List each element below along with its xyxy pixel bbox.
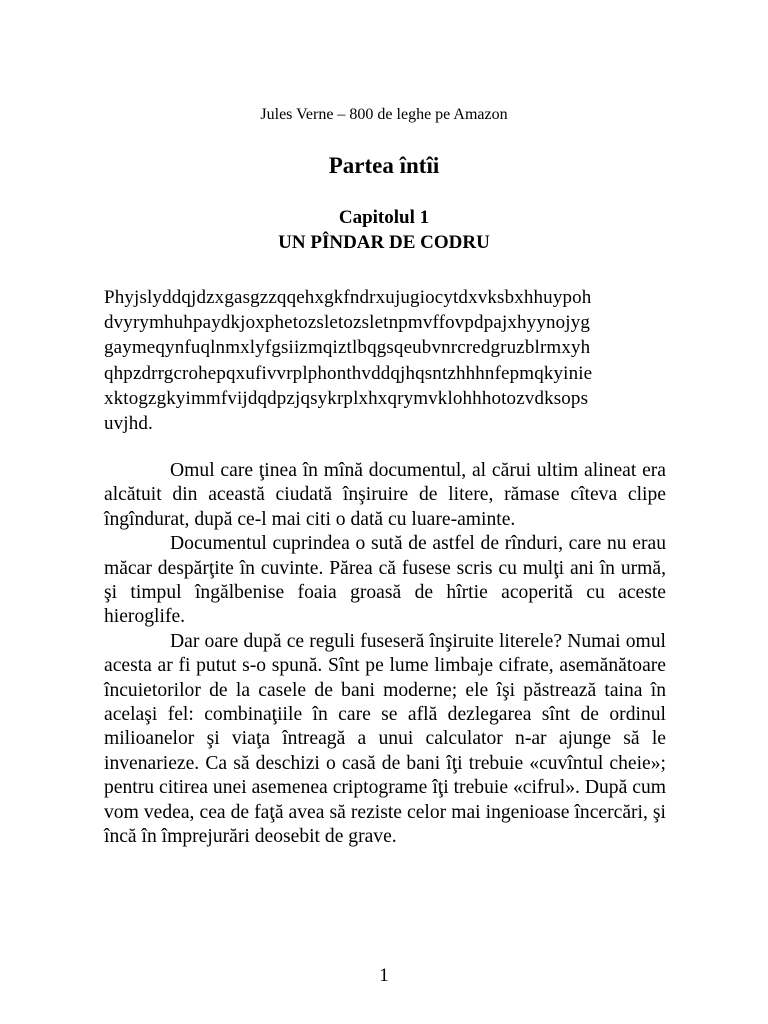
cipher-line: xktogzgkyimmfvijdqdpzjqsykrplxhxqrymvklohhhotozvdksops — [104, 387, 589, 409]
running-header: Jules Verne – 800 de leghe pe Amazon — [260, 106, 508, 123]
chapter-title: UN PÎNDAR DE CODRU — [278, 232, 490, 253]
paragraph: Dar oare după ce reguli fuseseră înşiruite literele? Numai omul acesta ar fi putut s-o spună. Sînt pe lume limbaje cifrate, asemănătoare încuietorilor de la casele de bani moderne; ele îşi păstrează taina în acelaşi fel: combinaţiile în care se află dezlegarea sînt de ordinul milioanelor şi viaţa întreagă a unui calculator n-ar ajunge să le invenarieze. Ca să deschizi o casă de bani îţi trebuie «cuvîntul cheie»; pentru citirea unei asemenea criptograme îţi trebuie «cifrul». După cum vom vedea, cea de faţă avea să reziste celor mai ingenioase încercări, şi încă în împrejurări deosebit de grave. — [104, 630, 666, 848]
cipher-line: gaymeqynfuqlnmxlyfgsiizmqiztlbqgsqeubvnrcredgruzblrmxyh — [104, 337, 591, 359]
cipher-block — [104, 285, 669, 436]
paragraph: Documentul cuprindea o sută de astfel de rînduri, care nu erau măcar despărţite în cuvinte. Părea că fusese scris cu mulţi ani în urmă, şi timpul îngălbenise foaia groasă de hîrtie acoperită cu aceste hieroglife. — [104, 533, 666, 628]
paragraph: Omul care ţinea în mînă documentul, al cărui ultim alineat era alcătuit din această ciudată înşiruire de litere, rămase cîteva clipe îngîndurat, după ce-l mai citi o dată cu luare-aminte. — [104, 460, 666, 530]
body-text — [104, 459, 666, 850]
part-title: Partea întîi — [328, 153, 440, 178]
cipher-line: Phyjslyddqjdzxgasgzzqqehxgkfndrxujugiocytdxvksbxhhuypoh — [104, 287, 592, 308]
chapter-number: Capitolul 1 — [338, 207, 430, 228]
cipher-line: uvjhd. — [104, 413, 153, 435]
cipher-line: qhpzdrrgcrohepqxufivvrplphonthvddqjhqsntzhhhnfepmqkyinie — [104, 362, 593, 384]
page-number: 1 — [379, 965, 389, 986]
cipher-line: dvyrymhuhpaydkjoxphetozsletozsletnpmvffovpdpajxhyynojyg — [104, 312, 590, 334]
